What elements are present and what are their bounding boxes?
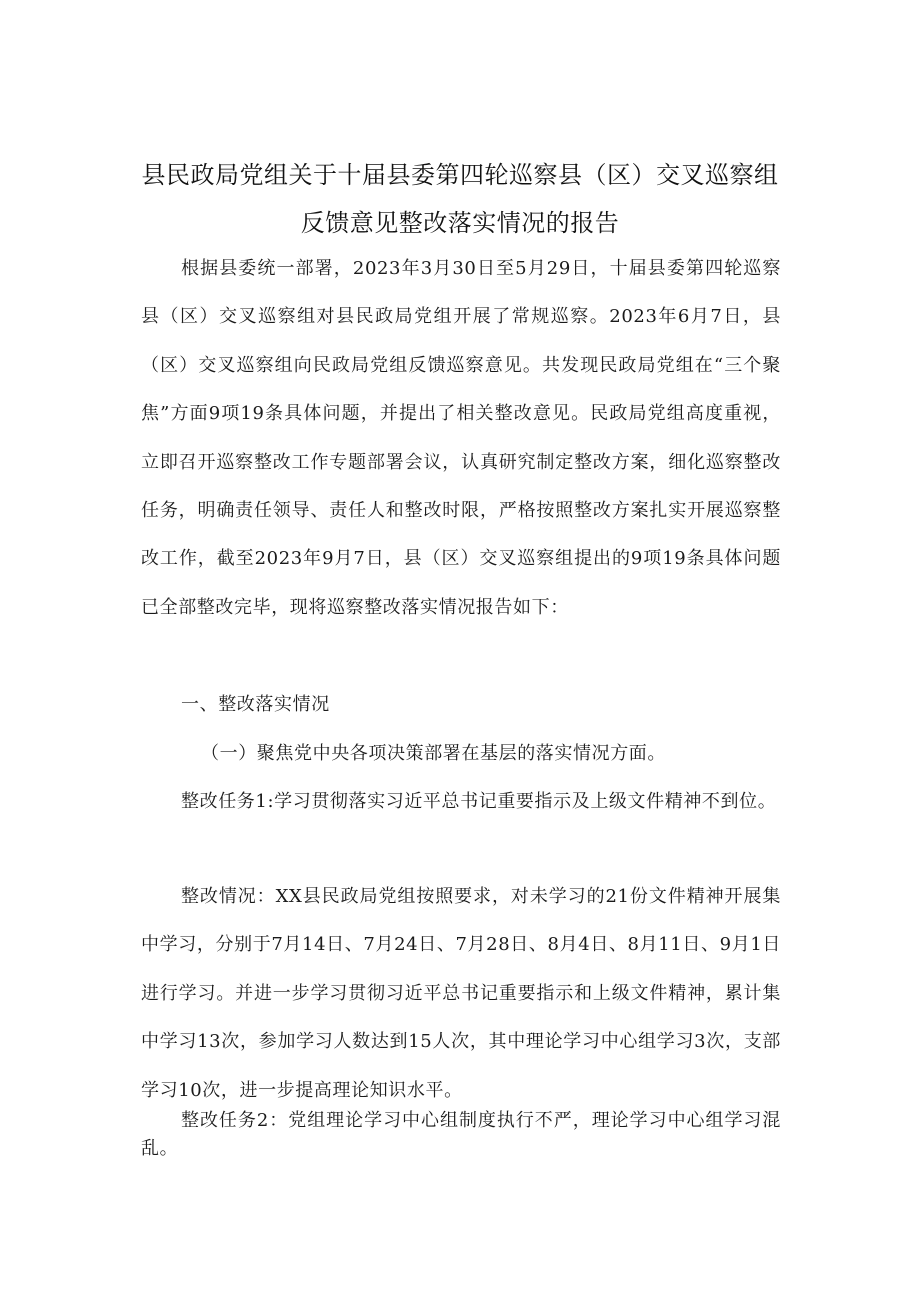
report-title-line-1: 县民政局党组关于十届县委第四轮巡察县（区）交叉巡察组: [141, 161, 779, 189]
task-1-status-paragraph: 整改情况：XX县民政局党组按照要求，对未学习的21份文件精神开展集中学习，分别于7月14日、7月24日、7月28日、8月4日、8月11日、9月1日进行学习。并进一步学习贯彻习近平总书记重要指示和上级文件精神，累计集中学习13次，参加学习人数达到15人次，其中理论学习中心组学习3次，支部学习10次，进一步提高理论知识水平。: [141, 886, 781, 1101]
task-2-paragraph: 整改任务2：党组理论学习中心组制度执行不严，理论学习中心组学习混乱。: [141, 1110, 781, 1159]
section-heading: 一、整改落实情况: [181, 694, 330, 715]
task-1-paragraph: 整改任务1:学习贯彻落实习近平总书记重要指示及上级文件精神不到位。: [181, 791, 777, 812]
subsection-heading: （一）聚焦党中央各项决策部署在基层的落实情况方面。: [201, 743, 666, 764]
report-title-line-2: 反馈意见整改落实情况的报告: [300, 209, 620, 237]
intro-paragraph: 根据县委统一部署，2023年3月30日至5月29日，十届县委第四轮巡察县（区）交叉巡察组对县民政局党组开展了常规巡察。2023年6月7日，县（区）交叉巡察组向民政局党组反馈巡察意见。共发现民政局党组在“三个聚焦”方面9项19条具体问题，并提出了相关整改意见。民政局党组高度重视，立即召开巡察整改工作专题部署会议，认真研究制定整改方案，细化巡察整改任务，明确责任领导、责任人和整改时限，严格按照整改方案扎实开展巡察整改工作，截至2023年9月7日，县（区）交叉巡察组提出的9项19条具体问题已全部整改完毕，现将巡察整改落实情况报告如下：: [141, 258, 781, 618]
